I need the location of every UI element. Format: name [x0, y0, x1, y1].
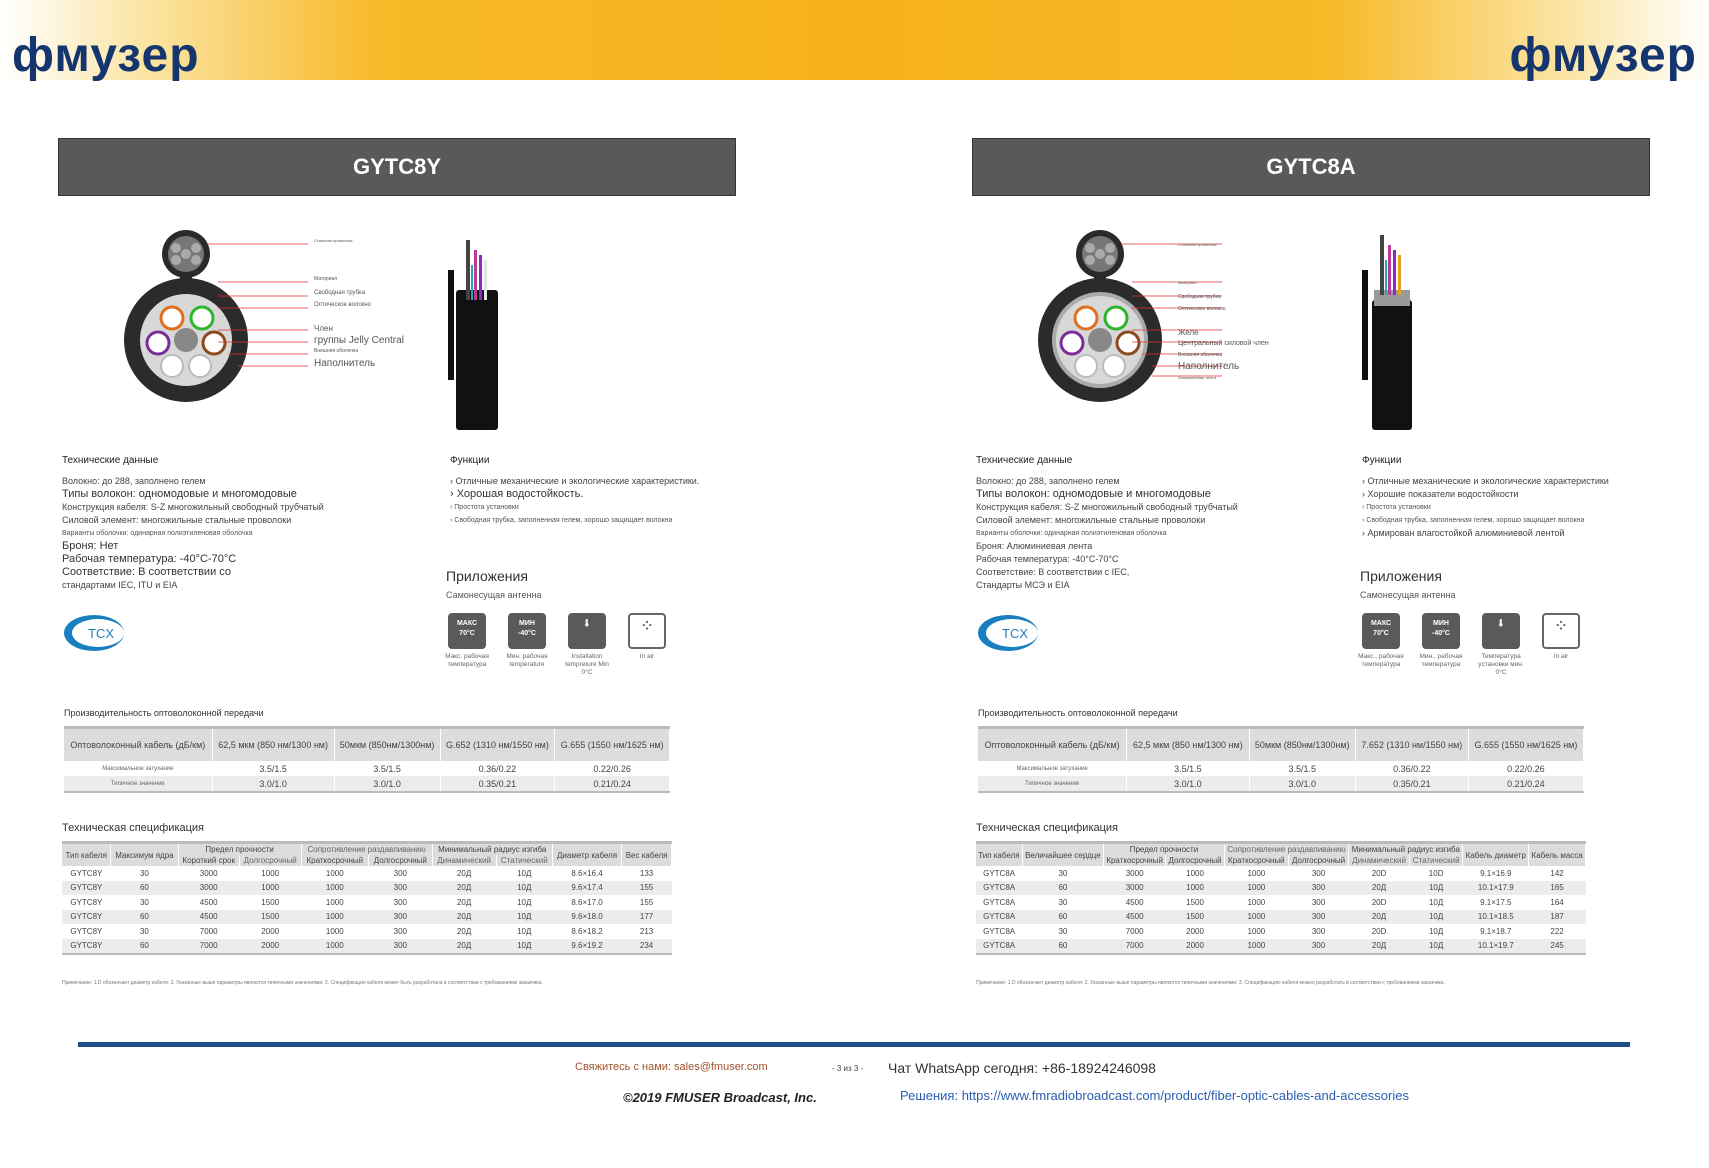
feature-line: › Отличные механические и экологические характеристики.	[450, 476, 700, 486]
table-cell: 10Д	[496, 910, 552, 925]
table-cell: 30	[139, 897, 149, 907]
tcx-logo-text: TCX	[1002, 626, 1028, 641]
specs-list	[62, 475, 442, 592]
tcx-logo	[62, 613, 126, 653]
table-cell: 300	[369, 939, 433, 955]
table-cell: 1000	[1224, 910, 1288, 925]
table-cell: 60	[111, 939, 178, 955]
table-cell: 177	[622, 910, 672, 925]
table-cell: GYTC8A	[983, 926, 1016, 936]
table-cell: 8.6×17.0	[571, 897, 603, 907]
icon-caption: In air	[639, 653, 655, 660]
perf-header: G.655 (1550 нм/1625 нм)	[1468, 728, 1583, 762]
table-row: Максимальное затухание 3.5/1.5 3.5/1.5 0.36/0.22 0.22/0.26	[978, 761, 1584, 776]
spec-line: Конструкция кабеля: S-Z многожильный свободный трубчатый	[976, 502, 1238, 512]
table-cell: 4500	[1104, 910, 1166, 925]
table-cell: 2000	[261, 926, 280, 936]
feature-line: › Отличные механические и экологические характеристики	[1362, 476, 1609, 486]
table-row	[62, 910, 672, 925]
spec-line: Силовой элемент: многожильные стальные проволоки	[976, 515, 1206, 525]
table-cell: 10Д	[1409, 939, 1463, 955]
table-cell: 1000	[301, 939, 368, 955]
product-panel-gytc8a	[972, 130, 1652, 1010]
table-cell: 60	[111, 910, 178, 925]
table-cell: 1000	[1224, 939, 1288, 955]
table-cell: 300	[369, 881, 433, 896]
icon-caption: In air	[1553, 653, 1569, 660]
cable-3d-image	[1352, 230, 1452, 430]
table-cell: 60	[1022, 939, 1103, 955]
table-cell: 10Д	[517, 897, 532, 907]
label-filler: Наполнитель	[1178, 361, 1240, 372]
table-cell: 7000	[178, 939, 239, 955]
table-cell: 8.6×18.2	[571, 926, 603, 936]
perf-header: G.652 (1310 нм/1550 нм)	[440, 728, 555, 762]
perf-header: Оптоволоконный кабель (дБ/км)	[978, 728, 1127, 762]
spec-note: Примечание: 1.D обозначает диаметр кабеля; 2. Указанные выше параметры являются типичными значениями; 3. Спецификация кабеля может быть разработана в соответствии с требованиями заказчика.	[62, 980, 543, 986]
table-cell: GYTC8Y	[62, 881, 111, 896]
perf-table	[978, 726, 1584, 793]
table-cell: 300	[393, 897, 407, 907]
table-cell: 1500	[1186, 897, 1204, 907]
table-cell: 300	[1288, 881, 1348, 896]
header-banner	[0, 0, 1709, 80]
table-cell: 1500	[239, 910, 301, 925]
label-steel-wire: Стальная проволока	[1178, 242, 1217, 247]
in-air-icon: ⁘	[1542, 613, 1580, 649]
feature-line: › Свободная трубка, заполненная гелем, хорошо защищает волокна	[450, 517, 673, 524]
table-cell: GYTC8A	[983, 897, 1016, 907]
table-cell: 300	[393, 926, 407, 936]
table-cell: 1000	[325, 926, 344, 936]
table-cell: 9.1×17.5	[1480, 897, 1512, 907]
table-cell: 20Д	[456, 868, 472, 878]
table-cell: 3000	[1104, 881, 1166, 896]
table-cell: 1000	[301, 881, 368, 896]
table-cell: 10Д	[1428, 926, 1444, 936]
icon-caption: Мин. рабочая temperature	[506, 653, 548, 668]
table-cell: 20D	[1371, 926, 1387, 936]
table-cell: 213	[639, 926, 654, 936]
icon-caption: Температура установки мин. 0°C	[1478, 653, 1524, 676]
label-central-member: Центральный силовой член	[1178, 340, 1269, 347]
label-loose-tube: Свободная трубка	[314, 290, 366, 296]
applications-subtitle: Самонесущая антенна	[446, 590, 542, 600]
table-cell: 20Д	[1349, 881, 1410, 896]
feature-line: › Хорошая водостойкость.	[450, 488, 584, 500]
spec-line: Варианты оболочки: одинарная полиэтиленовая оболочка	[62, 530, 253, 537]
table-cell: GYTC8A	[976, 881, 1022, 896]
table-cell: 10Д	[1409, 910, 1463, 925]
perf-header: 62,5 мкм (850 нм/1300 нм)	[1127, 728, 1249, 762]
cable-3d-image	[438, 230, 538, 430]
spec-note: Примечание: 1.D обозначает диаметр кабеля; 2. Указанные выше параметры являются типичными значениями; 3. Спецификацию кабеля можно разработать в соответствии с требованиями заказчика.	[976, 980, 1445, 986]
spec-line: Соответствие: В соответствии с IEC,	[976, 567, 1130, 577]
specs-list	[976, 475, 1356, 592]
features-heading: Функции	[1362, 455, 1402, 466]
page-number: - 3 из 3 -	[832, 1064, 864, 1073]
table-cell: 10Д	[496, 939, 552, 955]
table-cell: 3000	[199, 868, 218, 878]
specs-heading: Технические данные	[62, 455, 159, 466]
table-cell: 30	[1058, 926, 1068, 936]
specs-heading: Технические данные	[976, 455, 1073, 466]
table-cell: 20Д	[1349, 939, 1410, 955]
table-cell: 30	[1058, 897, 1068, 907]
applications-heading: Приложения	[1360, 568, 1442, 584]
table-cell: 234	[622, 939, 672, 955]
table-cell: 164	[1550, 897, 1564, 907]
table-row: Максимальное затухание 3.5/1.5 3.5/1.5 0.36/0.22 0.22/0.26	[64, 761, 670, 776]
spec-line: Конструкция кабеля: S-Z многожильный свободный трубчатый	[62, 502, 324, 512]
table-cell: 222	[1550, 926, 1564, 936]
perf-header: 50мкм (850нм/1300нм)	[1249, 728, 1355, 762]
label-outer-sheath: Внешняя оболочка	[1178, 352, 1223, 358]
table-cell: 133	[639, 868, 654, 878]
table-cell: 165	[1529, 881, 1586, 896]
table-cell: 60	[1022, 881, 1103, 896]
table-cell: 7000	[1104, 939, 1166, 955]
spec-heading: Техническая спецификация	[976, 822, 1119, 834]
table-cell: 20Д	[432, 881, 496, 896]
label-material: Материал	[314, 276, 338, 282]
table-cell: 1500	[1166, 910, 1225, 925]
table-cell: 300	[1288, 939, 1348, 955]
table-row	[976, 910, 1586, 925]
table-cell: 1000	[261, 868, 280, 878]
table-cell: GYTC8A	[983, 868, 1016, 878]
table-row	[976, 881, 1586, 896]
spec-line: Броня: Нет	[62, 540, 119, 552]
perf-table	[64, 726, 670, 793]
contact-email-link[interactable]: Свяжитесь с нами: sales@fmuser.com	[575, 1061, 768, 1073]
table-cell: 20Д	[456, 926, 472, 936]
product-title: GYTC8A	[972, 138, 1650, 196]
max-temp-icon: МАКС 70°C	[448, 613, 486, 649]
table-cell: 300	[393, 868, 407, 878]
copyright: ©2019 FMUSER Broadcast, Inc.	[623, 1090, 817, 1105]
table-cell: 9.6×19.2	[552, 939, 621, 955]
table-cell: 20Д	[432, 939, 496, 955]
table-cell: 300	[1311, 926, 1326, 936]
table-cell: 142	[1550, 868, 1564, 878]
table-cell: 1000	[1247, 926, 1266, 936]
table-cell: 3000	[1125, 868, 1144, 878]
label-member: Член	[314, 324, 333, 333]
product-panel-gytc8y	[58, 130, 738, 1010]
table-cell: 4500	[1125, 897, 1144, 907]
table-cell: 1000	[1247, 868, 1266, 878]
label-jelly: Желе	[1178, 328, 1199, 337]
table-cell: 20D	[1371, 897, 1387, 907]
spec-line: Рабочая температура: -40°C-70°C	[976, 554, 1119, 564]
label-material: Материал	[1178, 280, 1197, 285]
table-cell: GYTC8Y	[70, 897, 103, 907]
thermometer-icon: 🌡	[568, 613, 606, 649]
spec-line: Силовой элемент: многожильные стальные проволоки	[62, 515, 292, 525]
label-outer-sheath: Внешняя оболочка	[314, 348, 359, 354]
perf-header: 7.652 (1310 нм/1550 нм)	[1355, 728, 1468, 762]
label-filler: Наполнитель	[314, 358, 376, 369]
table-cell: 300	[369, 910, 433, 925]
product-title: GYTC8Y	[58, 138, 736, 196]
min-temp-icon: МИН -40°C	[1422, 613, 1460, 649]
table-cell: GYTC8Y	[62, 910, 111, 925]
feature-line: › Хорошие показатели водостойкости	[1362, 489, 1519, 499]
spec-line: Рабочая температура: -40°C-70°C	[62, 553, 237, 565]
table-cell: 1000	[1224, 881, 1288, 896]
table-cell: 10.1×18.5	[1463, 910, 1529, 925]
cable-cross-section-diagram	[118, 230, 458, 430]
table-row	[976, 939, 1586, 955]
icon-caption: Мин., рабочая температура	[1419, 653, 1463, 668]
perf-heading: Производительность оптоволоконной передачи	[978, 708, 1178, 718]
table-cell: GYTC8Y	[70, 868, 103, 878]
min-temp-icon: МИН -40°C	[508, 613, 546, 649]
table-cell: GYTC8A	[976, 910, 1022, 925]
table-row	[62, 895, 672, 910]
solutions-link[interactable]: https://www.fmradiobroadcast.com/product/fiber-optic-cables-and-accessories	[961, 1088, 1409, 1103]
table-cell: 9.6×18.0	[552, 910, 621, 925]
table-cell: 10.1×19.7	[1463, 939, 1529, 955]
label-jelly-central: группы Jelly Central	[314, 335, 404, 346]
perf-heading: Производительность оптоволоконной передачи	[64, 708, 264, 718]
table-row	[976, 924, 1586, 939]
table-cell: 2000	[1186, 926, 1204, 936]
perf-header: 50мкм (850нм/1300нм)	[334, 728, 440, 762]
table-cell: 20Д	[432, 910, 496, 925]
spec-line: Волокно: до 288, заполнено гелем	[62, 476, 206, 486]
features-list	[450, 475, 740, 527]
perf-header: Оптоволоконный кабель (дБ/км)	[64, 728, 212, 762]
label-steel-wire: Стальная проволока	[314, 238, 353, 243]
application-icons	[445, 613, 698, 683]
table-cell: GYTC8A	[976, 939, 1022, 955]
table-row: Типичное значение 3.0/1.0 3.0/1.0 0.35/0.21 0.21/0.24	[64, 776, 670, 792]
table-cell: 300	[1311, 897, 1326, 907]
table-cell: 1000	[325, 897, 344, 907]
table-cell: 60	[111, 881, 178, 896]
table-cell: 155	[639, 897, 654, 907]
application-icons	[1358, 613, 1612, 683]
table-cell: 30	[1058, 868, 1068, 878]
applications-subtitle: Самонесущая антенна	[1360, 590, 1456, 600]
tcx-logo	[976, 613, 1040, 653]
solutions-label: Решения:	[900, 1088, 962, 1103]
table-cell: 60	[1022, 910, 1103, 925]
max-temp-icon: МАКС 70°C	[1362, 613, 1400, 649]
feature-line: › Простота установки	[1362, 504, 1431, 511]
table-cell: 155	[622, 881, 672, 896]
features-heading: Функции	[450, 455, 490, 466]
spec-line: Волокно: до 288, заполнено гелем	[976, 476, 1120, 486]
table-row	[976, 895, 1586, 910]
spec-line: стандартами IEC, ITU и EIA	[62, 580, 178, 590]
thermometer-icon: 🌡	[1482, 613, 1520, 649]
label-aluminum-tape: Алюминиевая лента	[1178, 375, 1216, 380]
label-optical-fiber: Оптическое волокно	[314, 302, 372, 308]
table-cell: 1000	[1247, 897, 1266, 907]
spec-line: Варианты оболочки: одинарная полиэтиленовая оболочка	[976, 530, 1167, 537]
icon-caption: Макс. рабочая температура	[445, 653, 489, 668]
table-cell: 10Д	[517, 926, 532, 936]
features-list	[1362, 475, 1652, 540]
whatsapp-contact[interactable]: Чат WhatsApp сегодня: +86-18924246098	[888, 1060, 1156, 1076]
table-cell: 300	[1311, 868, 1326, 878]
feature-line: › Армирован влагостойкой алюминиевой лентой	[1362, 528, 1565, 538]
icon-caption: Installation tempreture Min 0°C	[565, 653, 609, 676]
table-row	[62, 866, 672, 881]
table-cell: 187	[1529, 910, 1586, 925]
spec-line: Типы волокон: одномодовые и многомодовые	[62, 488, 297, 500]
table-cell: 1500	[261, 897, 280, 907]
table-cell: GYTC8Y	[70, 926, 103, 936]
table-cell: 7000	[199, 926, 218, 936]
table-cell: 20D	[1371, 868, 1387, 878]
table-cell: 1000	[1166, 881, 1225, 896]
table-cell: 9.1×18.7	[1480, 926, 1512, 936]
table-cell: 4500	[199, 897, 218, 907]
perf-header: G.655 (1550 нм/1625 нм)	[555, 728, 670, 762]
brand-logo-right: фмузер	[1509, 29, 1697, 82]
table-row	[62, 881, 672, 896]
table-cell: 300	[1288, 910, 1348, 925]
table-cell: 1000	[325, 868, 344, 878]
table-cell: 30	[139, 926, 149, 936]
brand-logo-left: фмузер	[12, 29, 200, 82]
table-cell: 4500	[178, 910, 239, 925]
table-cell: 1000	[301, 910, 368, 925]
table-cell: 9.6×17.4	[552, 881, 621, 896]
spec-line: Стандарты МСЭ и EIA	[976, 580, 1070, 590]
table-cell: 8.6×16.4	[571, 868, 603, 878]
footer-divider	[78, 1042, 1630, 1047]
table-cell: 7000	[1125, 926, 1144, 936]
table-cell: 20Д	[1349, 910, 1410, 925]
feature-line: › Простота установки	[450, 504, 519, 511]
table-cell: 2000	[1166, 939, 1225, 955]
in-air-icon: ⁘	[628, 613, 666, 649]
table-cell: 1000	[1186, 868, 1204, 878]
tcx-logo-text: TCX	[88, 626, 114, 641]
solutions-line	[900, 1088, 1409, 1103]
table-cell: 2000	[239, 939, 301, 955]
icon-caption: Макс., рабочая температура	[1358, 653, 1404, 668]
applications-heading: Приложения	[446, 568, 528, 584]
table-cell: 9.1×16.9	[1480, 868, 1512, 878]
table-cell: 10Д	[517, 868, 532, 878]
label-loose-tube: Свободная трубка	[1178, 294, 1221, 300]
table-row	[62, 924, 672, 939]
table-cell: 10.1×17.9	[1463, 881, 1529, 896]
spec-heading: Техническая спецификация	[62, 822, 205, 834]
table-cell: 10Д	[496, 881, 552, 896]
table-cell: 30	[139, 868, 149, 878]
table-cell: 10D	[1428, 868, 1444, 878]
table-cell: 10Д	[1409, 881, 1463, 896]
table-cell: 20Д	[456, 897, 472, 907]
spec-line: Типы волокон: одномодовые и многомодовые	[976, 488, 1211, 500]
label-optical-fiber: Оптическое волокно	[1178, 306, 1226, 312]
table-row: Типичное значение 3.0/1.0 3.0/1.0 0.35/0.21 0.21/0.24	[978, 776, 1584, 792]
spec-table: Тип кабеля Максимум ядра Предел прочности Сопротивление раздавливанию Минимальный радиус изгиба Диаметр кабеля Вес кабеля Короткий срок Долгосрочный Краткосрочный Долгосрочный Динамический Статический GYTC8Y 30 3000 1000 1000 300 20Д 10Д 8.6×16.4 133 GYTC8Y 60 3000 1000 1000 300 20Д 10Д 9.6×17.4 155 GYTC8Y 30 4500 1500 1000 300 20Д 10Д 8.6×17.0 155 GYTC8Y 60 4500 1500 1000 300 20Д 10Д 9.6×18.0 177 GYTC8Y 30 7000 2000 1000 300 20Д 10Д 8.6×18.2 213 GYTC8Y 60 7000 2000 1000 300 20Д 10Д 9.6×19.2 234	[62, 841, 672, 955]
table-cell: 3000	[178, 881, 239, 896]
cable-cross-section-diagram	[1032, 230, 1372, 430]
perf-header: 62,5 мкм (850 нм/1300 нм)	[212, 728, 334, 762]
spec-line: Броня: Алюминиевая лента	[976, 541, 1093, 551]
table-cell: 10Д	[1428, 897, 1444, 907]
table-row	[976, 866, 1586, 881]
feature-line: › Свободная трубка, заполненная гелем, хорошо защищает волокна	[1362, 517, 1585, 524]
table-cell: GYTC8Y	[62, 939, 111, 955]
table-cell: 245	[1529, 939, 1586, 955]
spec-table: Тип кабеля Величайшее сердце Предел прочности Сопротивление раздавливанию Минимальный радиус изгиба Кабель диаметр Кабель масса Краткосрочный Долгосрочный Краткосрочный Долгосрочный Динамический Статический GYTC8A 30 3000 1000 1000 300 20D 10D 9.1×16.9 142 GYTC8A 60 3000 1000 1000 300 20Д 10Д 10.1×17.9 165 GYTC8A 30 4500 1500 1000 300 20D 10Д 9.1×17.5 164 GYTC8A 60 4500 1500 1000 300 20Д 10Д 10.1×18.5 187 GYTC8A 30 7000 2000 1000 300 20D 10Д 9.1×18.7 222 GYTC8A 60 7000 2000 1000 300 20Д 10Д 10.1×19.7 245	[976, 841, 1586, 955]
table-row	[62, 939, 672, 955]
table-cell: 1000	[239, 881, 301, 896]
spec-line: Соответствие: В соответствии со	[62, 566, 232, 578]
